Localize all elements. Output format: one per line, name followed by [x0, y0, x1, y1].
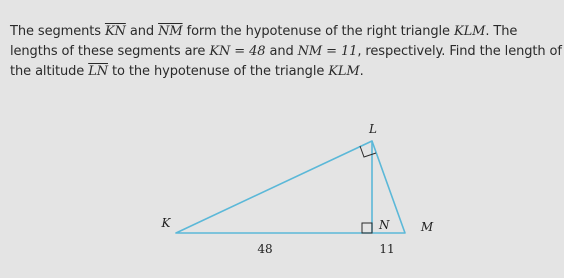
segment-nm: $\overline{NM}$ — [158, 24, 183, 39]
text-segment: . The — [485, 24, 518, 39]
text-segment: form the hypotenuse of the right triangle — [182, 24, 454, 39]
triangle-name: KLM — [453, 24, 486, 39]
right-angle-marks — [360, 146, 376, 233]
text-segment: . — [359, 64, 364, 79]
label-n: N — [379, 218, 390, 232]
text-segment: lengths of these segments are — [10, 44, 210, 59]
length-nm: 11 — [379, 242, 395, 256]
text-segment: the altitude — [10, 64, 89, 79]
segment-kn: $\overline{KN}$ — [104, 24, 126, 39]
text-segment: and — [265, 44, 298, 59]
text-segment: and — [125, 24, 159, 39]
equation-kn: KN = 48 — [209, 44, 266, 59]
label-l: L — [369, 122, 377, 136]
text-segment: The segments — [10, 24, 105, 39]
triangle-name: KLM — [328, 64, 360, 79]
segment-ln: $\overline{LN}$ — [88, 64, 108, 79]
right-angle-mark-n — [362, 223, 372, 233]
label-k: K — [161, 216, 171, 230]
length-kn: 48 — [257, 242, 273, 256]
text-segment: to the hypotenuse of the triangle — [108, 64, 329, 79]
label-m: M — [420, 220, 434, 234]
text-segment: , respectively. Find the length of — [357, 44, 562, 59]
equation-nm: NM = 11 — [297, 44, 358, 59]
